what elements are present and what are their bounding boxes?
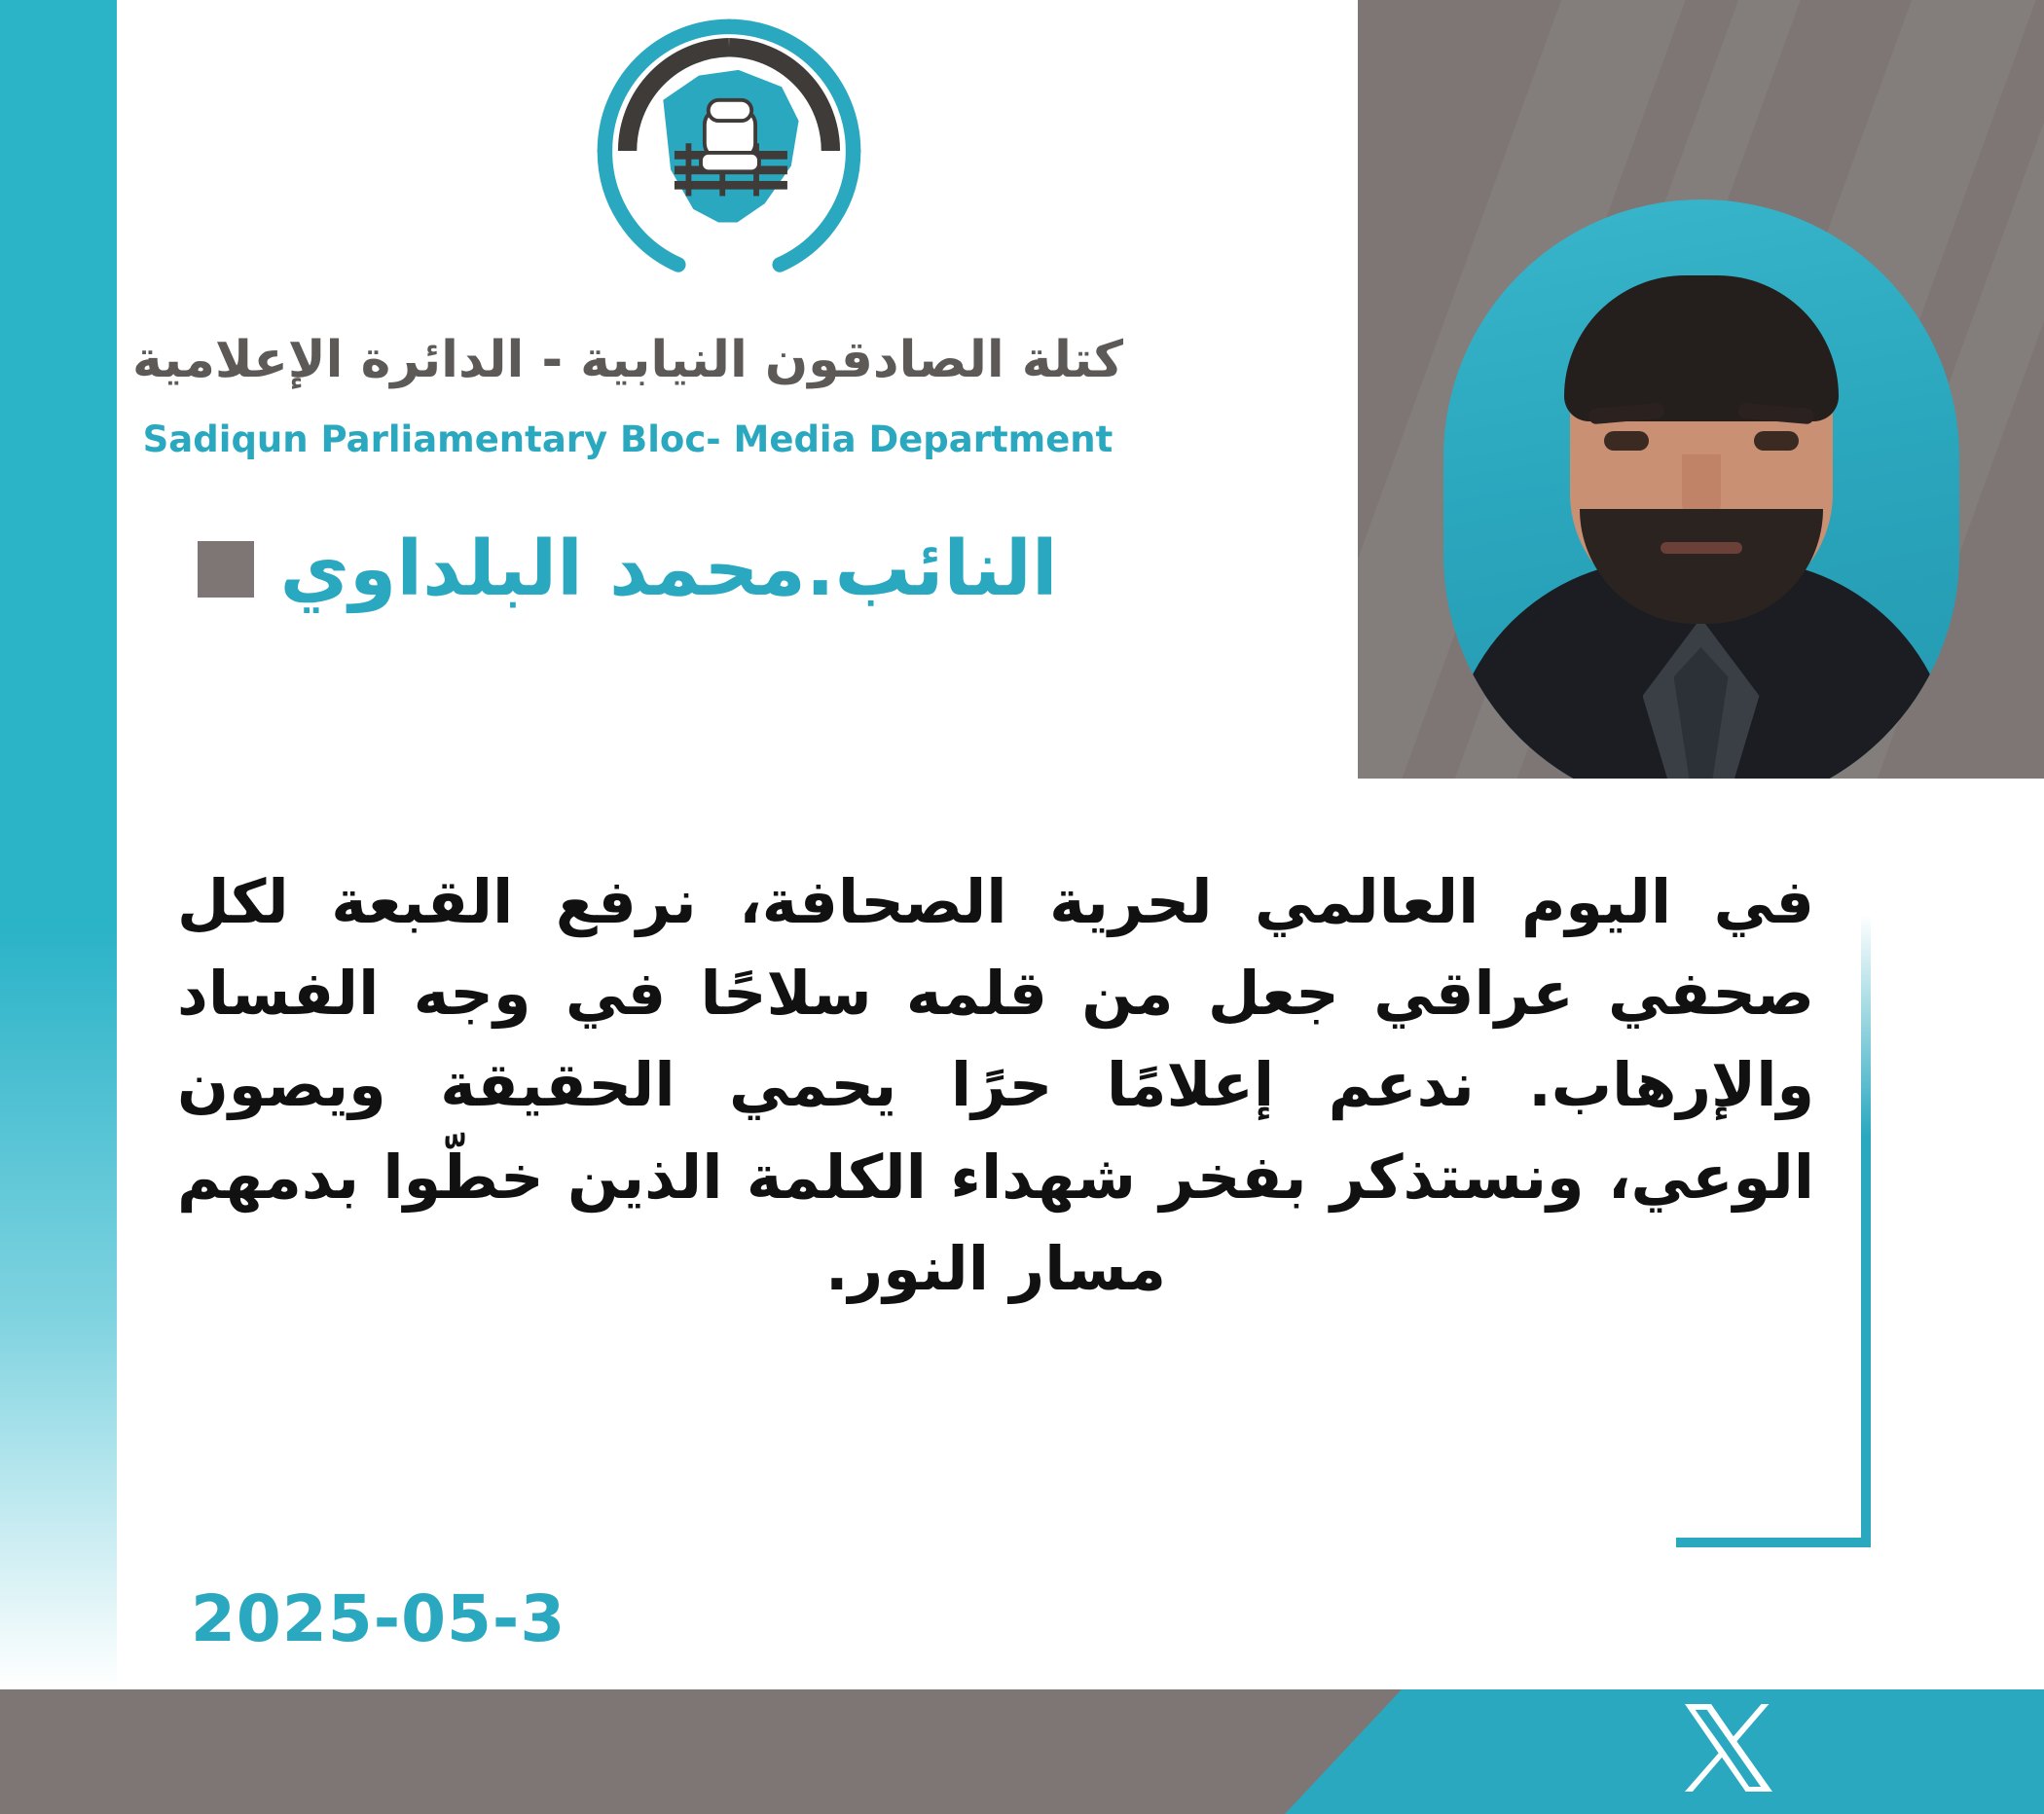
footer-bar (0, 1689, 2044, 1814)
statement-block (177, 856, 1814, 1315)
org-title-arabic: كتلة الصادقون النيابية - الدائرة الإعلامية (131, 331, 1124, 389)
square-bullet-icon (198, 541, 254, 598)
person-name: النائب.محمد البلداوي (279, 526, 1058, 613)
avatar (1443, 200, 1959, 779)
person-name-row (0, 516, 1256, 623)
portrait-eye (1754, 431, 1799, 451)
fist-over-iraq-map-emblem-icon (588, 10, 870, 292)
portrait-mouth (1661, 542, 1742, 554)
decorative-bracket (1812, 915, 1871, 1547)
org-title-english: Sadiqun Parliamentary Bloc- Media Department (142, 418, 1113, 460)
left-accent-bar (0, 0, 117, 1688)
footer-accent (1285, 1689, 2044, 1814)
portrait-panel (1358, 0, 2044, 779)
publish-date: 2025-05-3 (191, 1581, 566, 1656)
portrait-eye (1604, 431, 1649, 451)
statement-text: في اليوم العالمي لحرية الصحافة، نرفع القبعة لكل صحفي عراقي جعل من قلمه سلاحًا في وجه الفساد والإرهاب. ندعم إعلامًا حرًا يحمي الحقيقة ويصون الوعي، ونستذكر بفخر شهداء الكلمة الذين خطّوا بدمهم مسار النور. (177, 866, 1814, 1304)
x-twitter-icon[interactable] (1676, 1695, 1781, 1800)
portrait-hair (1564, 275, 1839, 421)
